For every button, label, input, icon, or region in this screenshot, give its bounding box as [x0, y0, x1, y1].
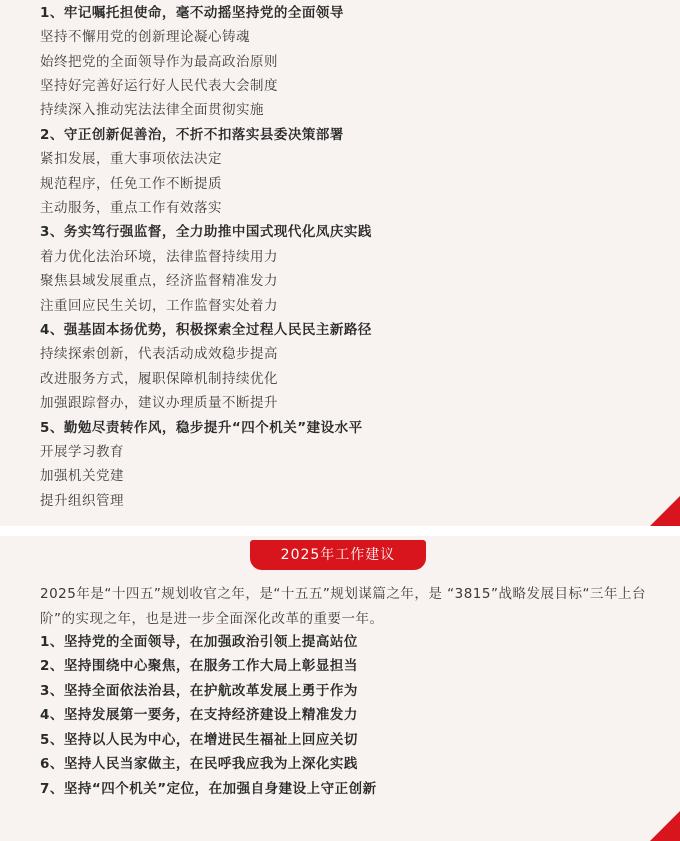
list-item: 开展学习教育	[40, 444, 124, 460]
section-title-banner: 2025年工作建议	[250, 540, 426, 570]
list-item: 聚焦县域发展重点，经济监督精准发力	[40, 273, 278, 289]
list-item: 规范程序，任免工作不断提质	[40, 176, 222, 192]
list-item: 始终把党的全面领导作为最高政治原则	[40, 54, 278, 70]
list-item: 加强跟踪督办，建议办理质量不断提升	[40, 395, 278, 411]
suggestion-item-3: 3、坚持全面依法治县，在护航改革发展上勇于作为	[40, 683, 358, 699]
suggestion-item-6: 6、坚持人民当家做主，在民呼我应我为上深化实践	[40, 756, 358, 772]
list-item: 紧扣发展，重大事项依法决定	[40, 151, 222, 167]
corner-triangle-decoration	[650, 496, 680, 526]
heading-1: 1、牢记嘱托担使命，毫不动摇坚持党的全面领导	[40, 5, 344, 21]
suggestion-item-2: 2、坚持围绕中心聚焦，在服务工作大局上彰显担当	[40, 658, 358, 674]
list-item: 注重回应民生关切，工作监督实处着力	[40, 298, 278, 314]
list-item: 改进服务方式，履职保障机制持续优化	[40, 371, 278, 387]
list-item: 坚持不懈用党的创新理论凝心铸魂	[40, 29, 250, 45]
intro-paragraph: 2025年是“十四五”规划收官之年，是“十五五”规划谋篇之年，是 “3815”战略发展目标“三年上台阶”的实现之年，也是进一步全面深化改革的重要一年。	[40, 586, 646, 627]
suggestion-item-1: 1、坚持党的全面领导，在加强政治引领上提高站位	[40, 634, 358, 650]
list-item: 提升组织管理	[40, 493, 124, 509]
list-item: 主动服务，重点工作有效落实	[40, 200, 222, 216]
heading-3: 3、务实笃行强监督，全力助推中国式现代化凤庆实践	[40, 224, 372, 240]
list-item: 加强机关党建	[40, 468, 124, 484]
list-item: 持续深入推动宪法法律全面贯彻实施	[40, 102, 264, 118]
suggestion-item-5: 5、坚持以人民为中心，在增进民生福祉上回应关切	[40, 732, 358, 748]
suggestion-item-7: 7、坚持“四个机关”定位，在加强自身建设上守正创新	[40, 781, 377, 797]
corner-triangle-decoration	[650, 811, 680, 841]
list-item: 着力优化法治环境，法律监督持续用力	[40, 249, 278, 265]
heading-4: 4、强基固本扬优势，积极探索全过程人民民主新路径	[40, 322, 372, 338]
suggestion-item-4: 4、坚持发展第一要务，在支持经济建设上精准发力	[40, 707, 358, 723]
list-item: 持续探索创新，代表活动成效稳步提高	[40, 346, 278, 362]
heading-5: 5、勤勉尽责转作风，稳步提升“四个机关”建设水平	[40, 420, 363, 436]
heading-2: 2、守正创新促善治，不折不扣落实县委决策部署	[40, 127, 344, 143]
list-item: 坚持好完善好运行好人民代表大会制度	[40, 78, 278, 94]
